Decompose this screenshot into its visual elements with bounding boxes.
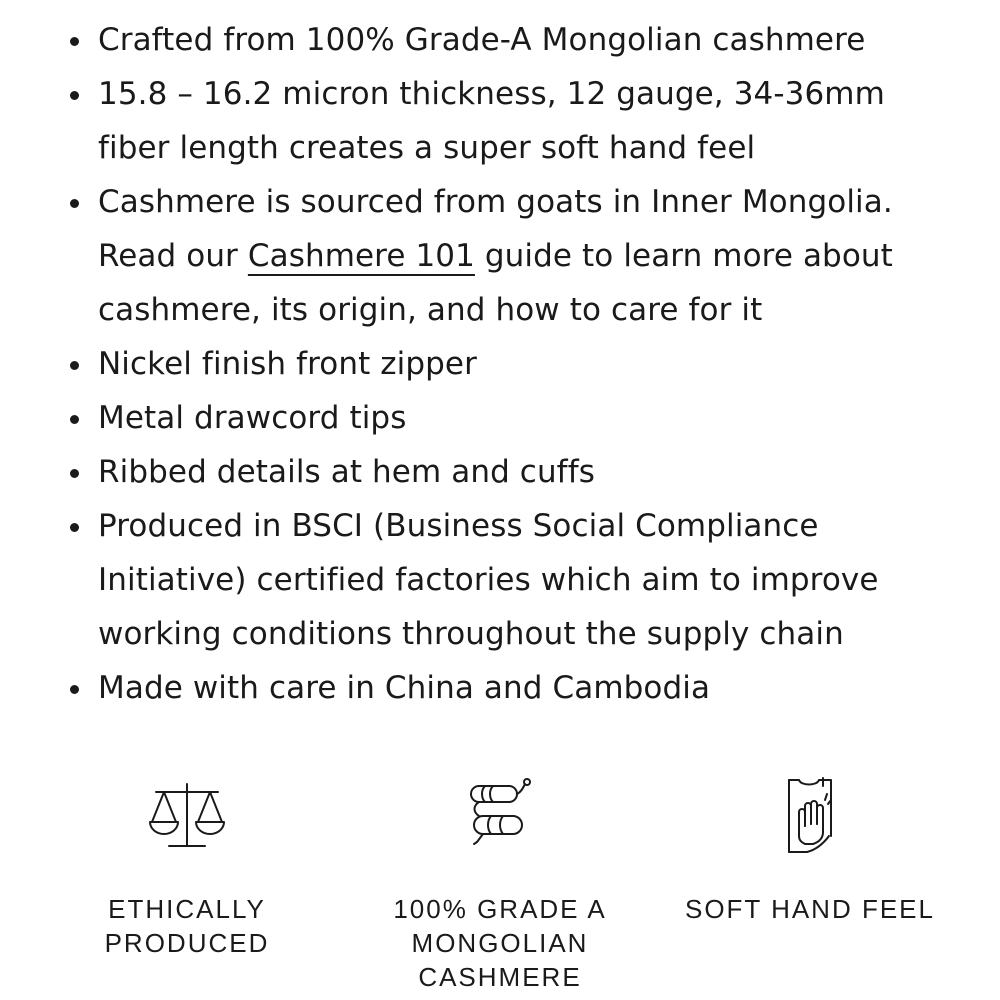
feature-item-material	[62, 13, 992, 67]
feature-item-sourcing	[62, 175, 992, 337]
badge-label	[72, 892, 302, 960]
badge-grade-a-cashmere	[370, 770, 630, 994]
badge-label-line: 100% GRADE A	[393, 894, 607, 924]
feature-text: working conditions throughout the supply chain	[98, 616, 844, 652]
feature-text-with-link	[98, 229, 992, 283]
feature-item-origin	[62, 661, 992, 715]
feature-item-bsci	[62, 499, 992, 661]
cashmere-101-link[interactable]: Cashmere 101	[247, 238, 475, 274]
feature-item-ribbed	[62, 445, 992, 499]
badge-label-line: ETHICALLY	[108, 894, 266, 924]
hand-on-fabric-icon	[765, 770, 855, 860]
feature-text: guide to learn more about	[474, 238, 893, 274]
feature-item-zipper	[62, 337, 992, 391]
badge-label-line: PRODUCED	[104, 928, 270, 958]
feature-text: cashmere, its origin, and how to care for it	[98, 292, 763, 328]
feature-text: Ribbed details at hem and cuffs	[98, 454, 595, 490]
badge-ethically-produced	[72, 770, 302, 960]
feature-item-micron	[62, 67, 992, 175]
feature-text: Crafted from 100% Grade-A Mongolian cashmere	[98, 22, 866, 58]
feature-text: Initiative) certified factories which aim to improve	[98, 562, 879, 598]
feature-text: Made with care in China and Cambodia	[98, 670, 711, 706]
feature-text: Nickel finish front zipper	[98, 346, 477, 382]
feature-list	[62, 13, 992, 715]
balance-scale-icon	[142, 770, 232, 860]
feature-text: Cashmere is sourced from goats in Inner Mongolia.	[98, 184, 893, 220]
feature-text: Metal drawcord tips	[98, 400, 407, 436]
yarn-skein-icon	[455, 770, 545, 860]
product-badges	[0, 770, 1000, 1000]
badge-label-line: SOFT HAND FEEL	[684, 894, 935, 924]
feature-text: Read our	[98, 238, 248, 274]
feature-text: 15.8 – 16.2 micron thickness, 12 gauge, 34-36mm	[98, 76, 885, 112]
badge-soft-hand-feel	[660, 770, 960, 926]
badge-label-line: MONGOLIAN	[411, 928, 589, 958]
feature-text: Produced in BSCI (Business Social Compliance	[98, 508, 819, 544]
badge-label-line: CASHMERE	[418, 962, 582, 992]
feature-item-drawcord	[62, 391, 992, 445]
badge-label	[660, 892, 960, 926]
feature-text: fiber length creates a super soft hand feel	[98, 130, 756, 166]
badge-label	[370, 892, 630, 994]
